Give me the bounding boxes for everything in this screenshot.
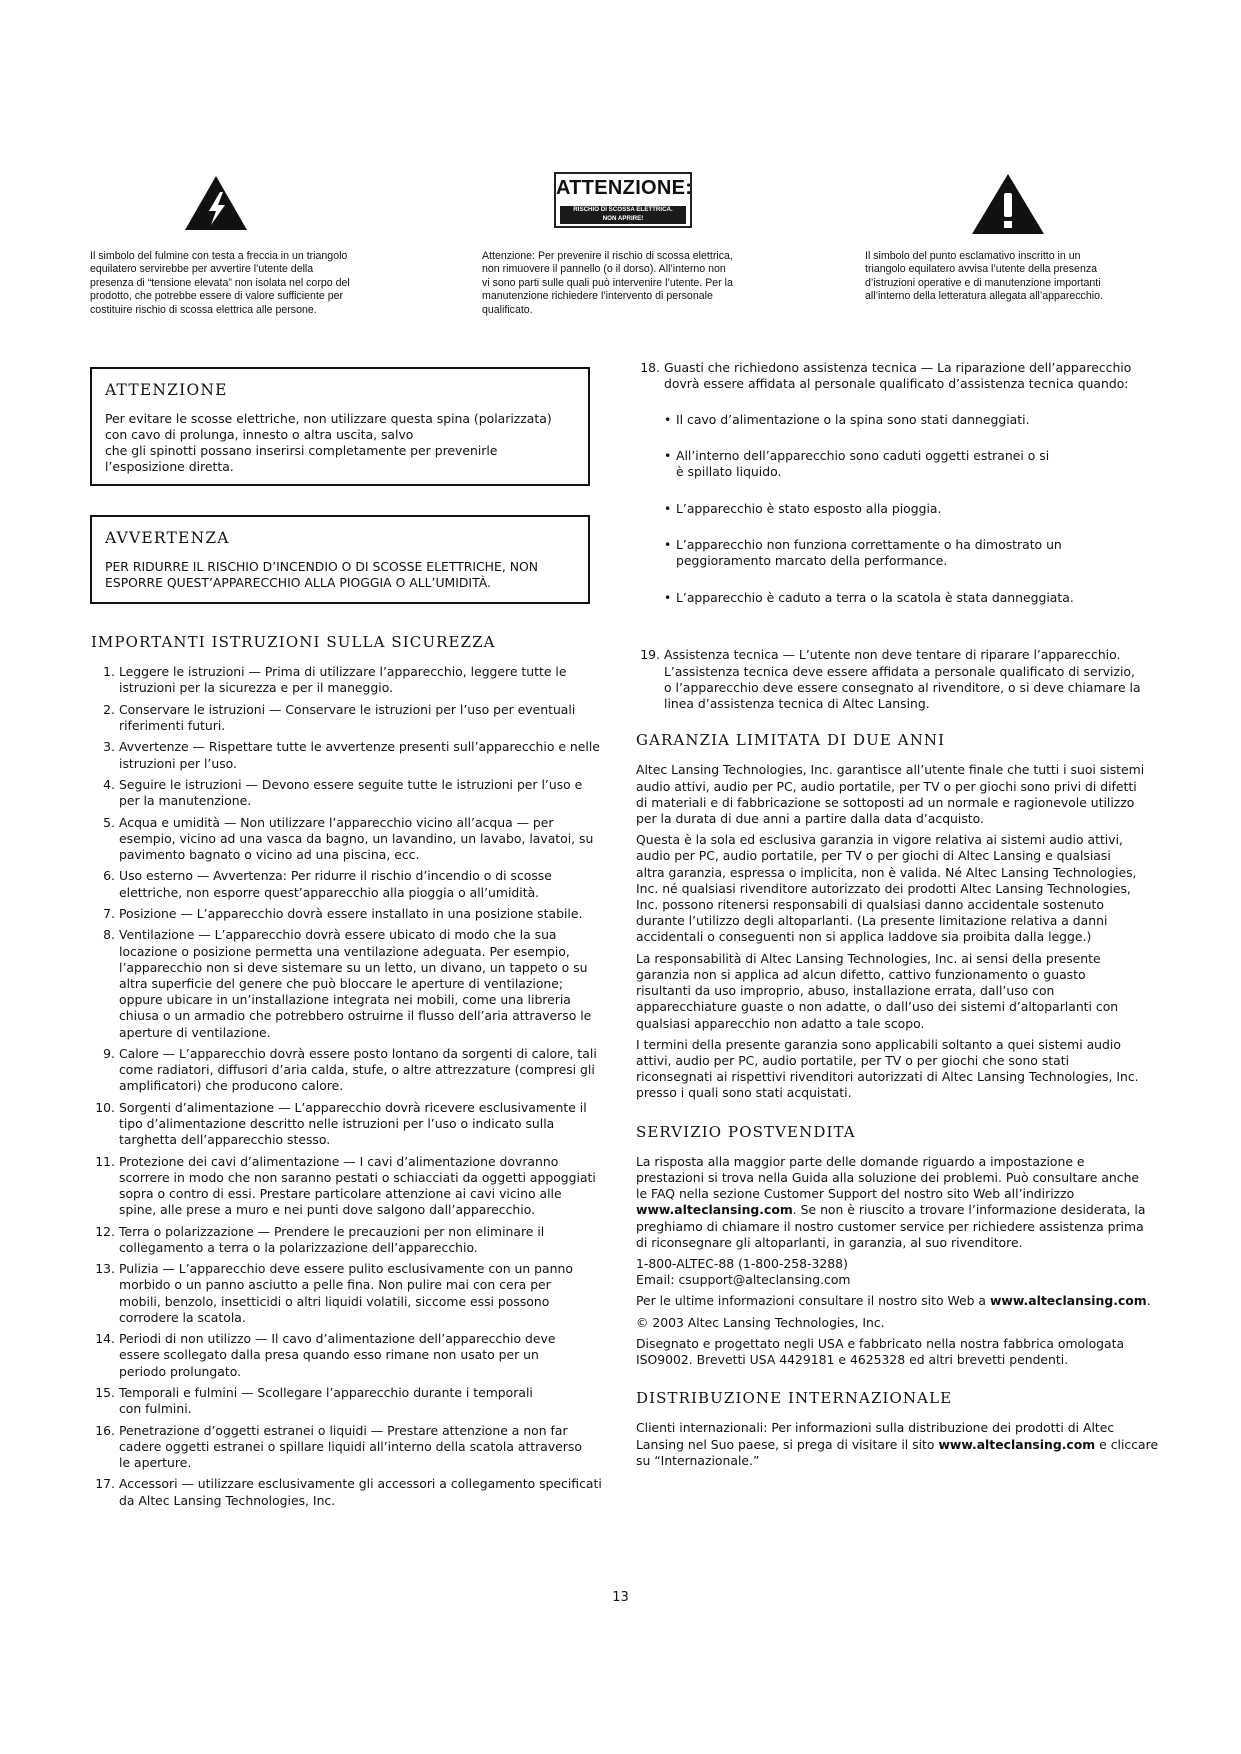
warranty-paragraph: La responsabilità di Altec Lansing Technologies, Inc. ai sensi della presente garanzia non si applica ad alcun difetto, cattivo funzionamento o guasto risultanti da uso improprio, abuso, installazione errata, dall’uso con apparecchiature guaste o non adatte, o dall’uso dei sistemi d’altoparlanti con qualsiasi apparecchio non adatto a tale scopo. [636,950,1119,1031]
list-item: 8. Ventilazione — L’apparecchio dovrà essere ubicato di modo che la sua locazione o posizione permetta una ventilazione adeguata. Per esempio, l’apparecchio non si deve sistemare su un letto, un divano, un tappeto o su altra superficie del genere che può bloccare le aperture di ventilazione; oppure ubicare in un’installazione integrata nei mobili, come una libreria chiusa o un armadio che potrebbero ostruirne il flusso dell’aria attraverso le aperture di ventilazione. [103,927,592,1040]
distribution-title: DISTRIBUZIONE INTERNAZIONALE [636,1389,953,1408]
exclamation-symbol-description: Il simbolo del punto esclamativo inscritto in un triangolo equilatero avvisa l’utente della presenza d’istruzioni operative e di manutenzione importanti all’interno della letteratura allegata all’apparecchio. [865,250,1103,303]
attenzione-box-title: ATTENZIONE [105,381,228,399]
service-phone: 1-800-ALTEC-88 (1-800-258-3288) [636,1255,848,1271]
safety-list [91,664,611,1509]
bullet-list [664,395,1166,626]
bullet-item: • L’apparecchio è caduto a terra o la scatola è stata danneggiata. [664,589,1074,605]
bullet-item: • L’apparecchio non funziona correttamente o ha dimostrato un peggioramento marcato della performance. [664,537,1062,569]
patent-info: Disegnato e progettato negli USA e fabbricato nella nostra fabbrica omologata ISO9002. Brevetti USA 4429181 e 4625328 ed altri brevetti pendenti. [636,1335,1125,1367]
lightning-warning-icon [184,175,248,231]
safety-title: IMPORTANTI ISTRUZIONI SULLA SICUREZZA [91,633,496,651]
bullet-item: • L’apparecchio è stato esposto alla pioggia. [664,500,942,516]
service-email[interactable]: Email: csupport@alteclansing.com [636,1272,851,1288]
page-number: 13 [612,1590,629,1605]
exclamation-warning-icon [971,173,1045,235]
list-item: 13. Pulizia — L’apparecchio deve essere pulito esclusivamente con un panno morbido o un panno asciutto a pelle fina. Non pulire mai con cera per mobili, benzolo, insetticidi o altri liquidi volatili, siccome essi possono corrodere la scatola. [95,1261,573,1325]
attenzione-badge [554,172,692,228]
warranty-section [636,732,1166,1101]
website-link[interactable]: www.alteclansing.com [938,1436,1096,1452]
list-item: 11. Protezione dei cavi d’alimentazione — I cavi d’alimentazione dovranno scorrere in modo che non saranno pestati o schiacciati da oggetti appoggiati sopra o contro di essi. Prestare particolare attenzione ai cavi vicino alle spine, alle prese a muro e nei punti dove salgono dall’apparecchio. [95,1153,596,1218]
right-column [636,360,1166,1491]
badge-line-2: NON APRIRE! [602,214,644,222]
avvertenza-box-title: AVVERTENZA [105,529,230,547]
service-title: SERVIZIO POSTVENDITA [636,1122,856,1141]
distribution-section [636,1390,1166,1469]
bullet-item: • All’interno dell’apparecchio sono caduti oggetti estranei o si è spillato liquido. [664,448,1050,480]
list-item: 15. Temporali e fulmini — Scollegare l’apparecchio durante i temporali con fulmini. [95,1384,533,1417]
bullet-item: • Il cavo d’alimentazione o la spina sono stati danneggiati. [664,411,1030,427]
lightning-symbol-description: Il simbolo del fulmine con testa a freccia in un triangolo equilatero servirebbe per avvertire l’utente della presenza di “tensione elevata” non isolata nel corpo del prodotto, che potrebbe essere di valore sufficiente per costituire rischio di scossa elettrica alle persone. [90,250,350,316]
service-section [636,1124,1166,1369]
list-item: 6. Uso esterno — Avvertenza: Per ridurre il rischio d’incendio o di scosse elettriche, non esporre quest’apparecchio alla pioggia o all’umidità. [103,868,552,900]
list-item: 10. Sorgenti d’alimentazione — L’apparecchio dovrà ricevere esclusivamente il tipo d’alimentazione descritto nelle istruzioni per l’uso o indicato sulla targhetta dell’apparecchio stesso. [95,1099,587,1148]
list-item: 18. Guasti che richiedono assistenza tecnica — La riparazione dell’apparecchio dovrà essere affidata al personale qualificato d’assistenza tecnica quando: • Il cavo d’alimentazione o la spina sono stati danneggiati. • All’interno dell’apparecchio sono caduti oggetti estranei o si è spillato liquido. • L’apparecchio è stato esposto alla pioggia. • L’apparecchio non funziona correttamente o ha dimostrato un peggioramento marcato della performance. • L’apparecchio è caduto a terra o la scatola è stata danneggiata. [636,360,1166,642]
list-item: 2. Conservare le istruzioni — Conservare le istruzioni per l’uso per eventuali riferimenti futuri. [103,701,576,733]
badge-subtitle [560,206,686,224]
badge-title: ATTENZIONE: [556,177,693,199]
list-item: 3. Avvertenze — Rispettare tutte le avvertenze presenti sull’apparecchio e nelle istruzioni per l’uso. [103,739,600,771]
attention-description: Attenzione: Per prevenire il rischio di scossa elettrica, non rimuovere il pannello (o il dorso). All’interno non vi sono parti sulle quali può intervenire l’utente. Per la manutenzione richiedere l’intervento di personale qualificato. [482,250,733,316]
list-item: 7. Posizione — L’apparecchio dovrà essere installato in una posizione stabile. [103,905,583,921]
distribution-paragraph: Clienti internazionali: Per informazioni sulla distribuzione dei prodotti di Altec Lansing nel Suo paese, si prega di visitare il sito www.alteclansing.com e cliccare su “Internazionale.” [636,1420,1159,1468]
list-item: 16. Penetrazione d’oggetti estranei o liquidi — Prestare attenzione a non far cadere oggetti estranei o spillare liquidi all’interno della scatola attraverso le aperture. [95,1422,582,1470]
warranty-paragraph: I termini della presente garanzia sono applicabili soltanto a quei sistemi audio attivi, audio per PC, audio portatile, per TV o per giochi che sono stati riconsegnati ai rispettivi rivenditori autorizzati di Altec Lansing Technologies, Inc. presso i quali sono stati acquistati. [636,1036,1139,1101]
list-item: 1. Leggere le istruzioni — Prima di utilizzare l’apparecchio, leggere tutte le istruzioni per la sicurezza e per il maneggio. [103,664,567,696]
list-item: 12. Terra o polarizzazione — Prendere le precauzioni per non eliminare il collegamento a terra o la polarizzazione dell’apparecchio. [95,1223,545,1255]
safety-list-continued [636,360,1166,712]
avvertenza-box-text: PER RIDURRE IL RISCHIO D’INCENDIO O DI SCOSSE ELETTRICHE, NON ESPORRE QUEST’APPARECCHIO ALLA PIOGGIA O ALL’UMIDITÀ. [105,559,538,590]
attenzione-box-text: Per evitare le scosse elettriche, non utilizzare questa spina (polarizzata) con cavo di prolunga, innesto o altra uscita, salvo che gli spinotti possano inserirsi completamente per prevenirle l’esposizione diretta. [105,411,552,474]
attenzione-box [90,367,590,486]
service-latest-info: Per le ultime informazioni consultare il nostro sito Web a www.alteclansing.com. [636,1293,1151,1309]
avvertenza-box [90,515,590,604]
copyright: © 2003 Altec Lansing Technologies, Inc. [636,1314,885,1330]
list-item: 9. Calore — L’apparecchio dovrà essere posto lontano da sorgenti di calore, tali come radiatori, diffusori d’aria calda, stufe, o altre attrezzature (compresi gli amplificatori) che producono calore. [103,1045,597,1094]
warranty-paragraph: Altec Lansing Technologies, Inc. garantisce all’utente finale che tutti i suoi sistemi audio attivi, audio per PC, audio portatile, per TV o per giochi sono privi di difetti di materiali e di fabbricazione se sottoposti ad un normale e ragionevole utilizzo per la durata di due anni a partire dalla data d’acquisto. [636,762,1145,827]
website-link[interactable]: www.alteclansing.com [636,1202,793,1218]
list-item: 5. Acqua e umidità — Non utilizzare l’apparecchio vicino all’acqua — per esempio, vicino ad una vasca da bagno, un lavandino, un lavabo, lavatoi, su pavimento bagnato o vicino ad una piscina, ecc. [103,814,594,862]
safety-section [91,634,611,1514]
warranty-paragraph: Questa è la sola ed esclusiva garanzia in vigore relativa ai sistemi audio attivi, audio per PC, audio portatile, per TV o per giochi di Altec Lansing e qualsiasi altra garanzia, espressa o implicita, non è valida. Né Altec Lansing Technologies, Inc. né qualsiasi rivenditore autorizzato dei prodotti Altec Lansing Technologies, Inc. possono ritenersi responsabili di qualsiasi danno accidentale sostenuto durante l’utilizzo degli altoparlanti. (La presente limitazione relativa a danni accidentali o conseguenti non si applica laddove sia proibita dalla legge.) [636,832,1137,945]
website-link[interactable]: www.alteclansing.com [989,1293,1147,1309]
list-item: 19. Assistenza tecnica — L’utente non deve tentare di riparare l’apparecchio. L’assistenza tecnica deve essere affidata a personale qualificato di servizio, o l’apparecchio deve essere consegnato al rivenditore, o si deve chiamare la linea d’assistenza tecnica di Altec Lansing. [640,647,1141,712]
list-item: 4. Seguire le istruzioni — Devono essere seguite tutte le istruzioni per l’uso e per la manutenzione. [103,776,583,809]
list-item: 14. Periodi di non utilizzo — Il cavo d’alimentazione dell’apparecchio deve essere scollegato dalla presa quando esso rimane non usato per un periodo prolungato. [95,1331,556,1379]
service-paragraph: La risposta alla maggior parte delle domande riguardo a impostazione e prestazioni si trova nella Guida alla soluzione dei problemi. Può consultare anche le FAQ nella sezione Customer Support del nostro sito Web all’indirizzo www.alteclansing.com. Se non è riuscito a trovare l’informazione desiderata, la preghiamo di chiamare il nostro customer service per richiedere assistenza prima di riconsegnare gli altoparlanti, in garanzia, al suo rivenditore. [636,1153,1146,1250]
badge-line-1: RISCHIO DI SCOSSA ELETTRICA. [573,206,673,213]
list-item: 17. Accessori — utilizzare esclusivamente gli accessori a collegamento specificati da Altec Lansing Technologies, Inc. [95,1476,602,1508]
warranty-title: GARANZIA LIMITATA DI DUE ANNI [636,731,946,750]
